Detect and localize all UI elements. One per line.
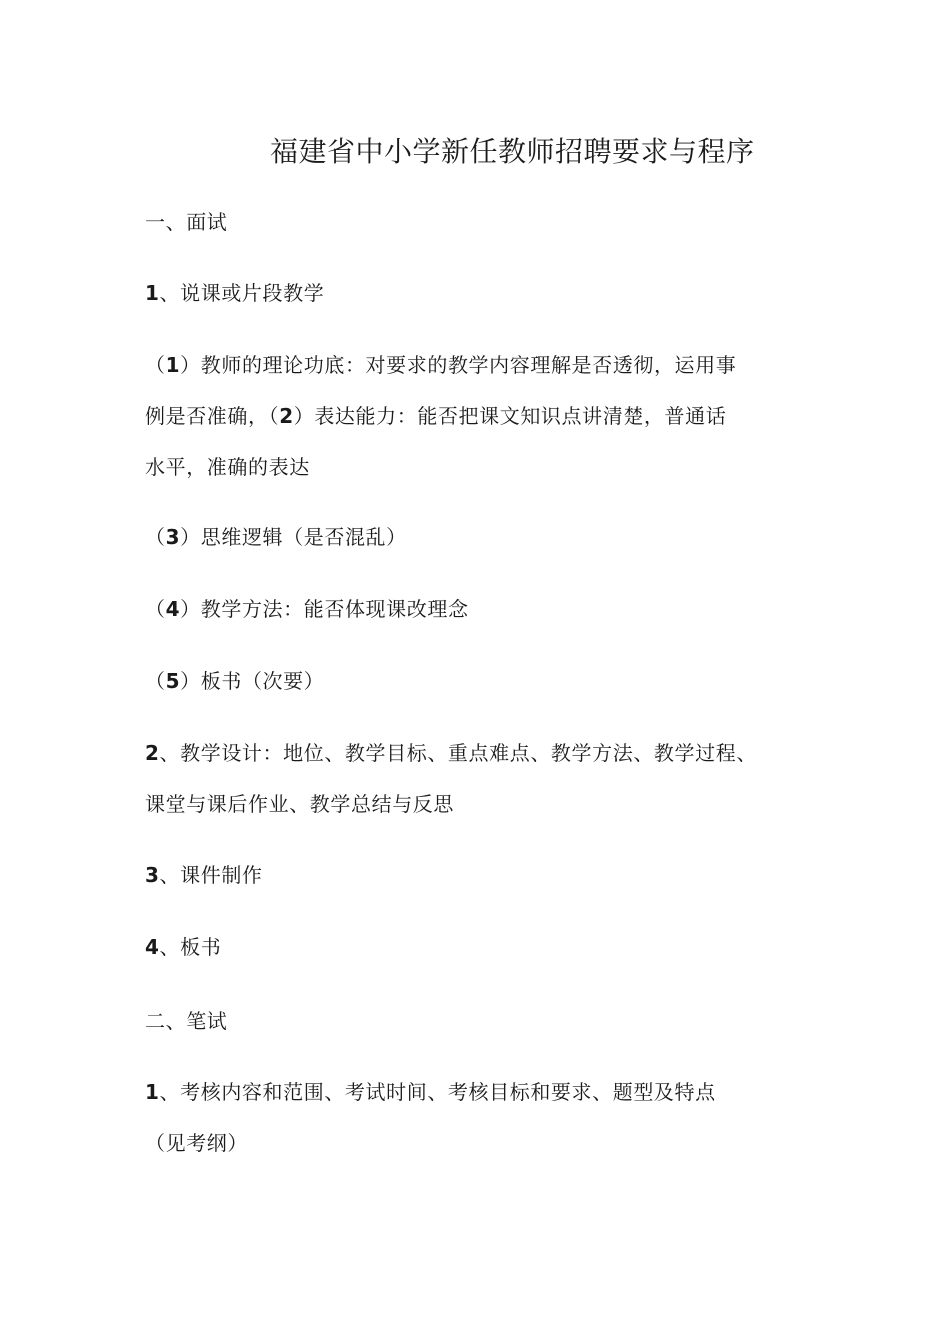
- line-text: 、考核内容和范围、考试时间、考核目标和要求、题型及特点: [159, 1080, 716, 1104]
- item-text: 、课件制作: [159, 863, 263, 887]
- sub-number: 1: [165, 353, 181, 377]
- sub-number: 2: [279, 404, 294, 428]
- paragraph-line-2: 课堂与课后作业、教学总结与反思: [145, 792, 454, 816]
- item-number: 2: [145, 741, 160, 765]
- paren-open: （: [145, 525, 166, 549]
- sub-number: 3: [165, 525, 181, 549]
- item-number: 4: [145, 935, 160, 959]
- section-heading-written-exam: 二、笔试: [145, 1009, 228, 1033]
- paragraph-line-1: [145, 728, 825, 779]
- item-exam-content: [145, 1067, 825, 1169]
- item-text: 、板书: [159, 935, 222, 959]
- criteria-logic: [145, 512, 825, 563]
- line-text: ）板书（次要）: [180, 669, 325, 693]
- sub-number: 5: [165, 669, 181, 693]
- line-text: ）教师的理论功底：对要求的教学内容理解是否透彻，运用事: [180, 353, 737, 377]
- criteria-blackboard: [145, 656, 825, 707]
- paragraph-line-1: [145, 1067, 825, 1118]
- line-text: ）思维逻辑（是否混乱）: [180, 525, 407, 549]
- line-text: 、教学设计：地位、教学目标、重点难点、教学方法、教学过程、: [159, 741, 757, 765]
- paragraph-criteria-1-2: [145, 340, 825, 493]
- paren-open: （: [145, 669, 166, 693]
- item-number: 1: [145, 1080, 160, 1104]
- document-title: 福建省中小学新任教师招聘要求与程序: [270, 135, 755, 168]
- paren-open: （: [145, 353, 166, 377]
- paragraph-line-2: （见考纲）: [145, 1131, 248, 1155]
- paragraph-line-2: [145, 391, 825, 442]
- sub-number: 4: [165, 597, 181, 621]
- item-number: 1: [145, 281, 160, 305]
- paragraph-line-1: [145, 340, 825, 391]
- line-text: 例是否准确，（: [145, 404, 280, 428]
- criteria-method: [145, 584, 825, 635]
- paren-open: （: [145, 597, 166, 621]
- line-text: ）表达能力：能否把课文知识点讲清楚，普通话: [293, 404, 727, 428]
- item-lecture-or-teaching: [145, 268, 825, 319]
- line-text: ）教学方法：能否体现课改理念: [180, 597, 469, 621]
- item-text: 、说课或片段教学: [159, 281, 325, 305]
- item-courseware: [145, 850, 825, 901]
- item-teaching-design: [145, 728, 825, 830]
- item-number: 3: [145, 863, 160, 887]
- section-heading-interview: 一、面试: [145, 210, 228, 234]
- paragraph-line-3: 水平，准确的表达: [145, 455, 310, 479]
- item-blackboard: [145, 922, 825, 973]
